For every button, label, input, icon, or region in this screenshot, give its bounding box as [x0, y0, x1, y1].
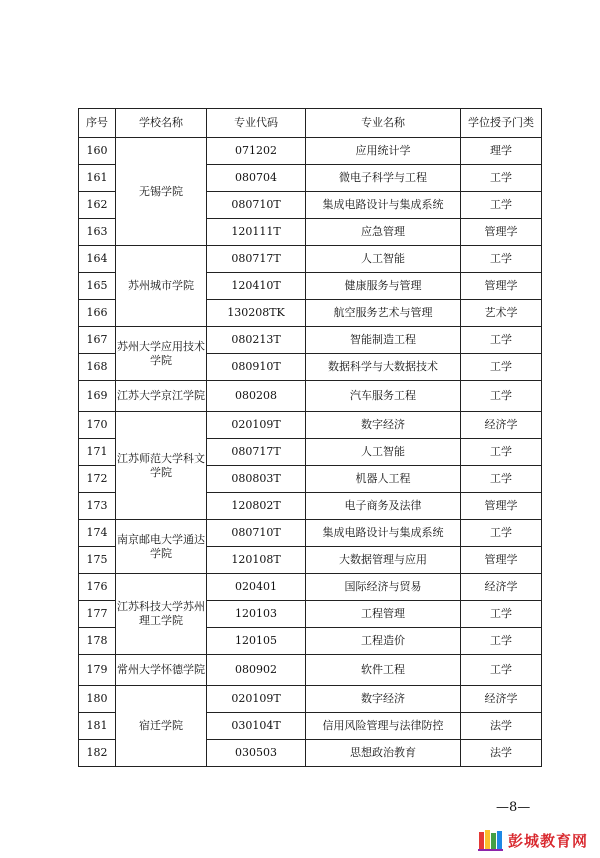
major-code: 120105	[207, 628, 306, 655]
table-row	[79, 655, 542, 686]
degree-category: 管理学	[461, 547, 542, 574]
major-name: 思想政治教育	[306, 740, 461, 767]
degree-category: 工学	[461, 246, 542, 273]
major-code: 080910T	[207, 354, 306, 381]
degree-category: 管理学	[461, 493, 542, 520]
degree-category: 工学	[461, 520, 542, 547]
row-index: 170	[79, 412, 116, 439]
major-name: 数字经济	[306, 686, 461, 713]
major-code: 120103	[207, 601, 306, 628]
table-row	[79, 327, 542, 354]
major-code: 020109T	[207, 686, 306, 713]
row-index: 165	[79, 273, 116, 300]
degree-category: 工学	[461, 327, 542, 354]
school-name-cell: 江苏师范大学科文学院	[116, 412, 207, 520]
row-index: 163	[79, 219, 116, 246]
major-name: 信用风险管理与法律防控	[306, 713, 461, 740]
major-code: 020109T	[207, 412, 306, 439]
major-name: 应急管理	[306, 219, 461, 246]
major-name: 数据科学与大数据技术	[306, 354, 461, 381]
degree-category: 工学	[461, 192, 542, 219]
row-index: 171	[79, 439, 116, 466]
row-index: 168	[79, 354, 116, 381]
degree-category: 理学	[461, 138, 542, 165]
table-row	[79, 686, 542, 713]
major-code: 071202	[207, 138, 306, 165]
major-name: 应用统计学	[306, 138, 461, 165]
school-name-cell: 常州大学怀德学院	[116, 655, 207, 686]
major-name: 集成电路设计与集成系统	[306, 192, 461, 219]
major-code: 120802T	[207, 493, 306, 520]
major-code: 120108T	[207, 547, 306, 574]
watermark-text: 彭城教育网	[508, 832, 589, 850]
major-name: 人工智能	[306, 439, 461, 466]
major-code: 120111T	[207, 219, 306, 246]
major-code: 030503	[207, 740, 306, 767]
school-name-cell: 江苏科技大学苏州理工学院	[116, 574, 207, 655]
row-index: 172	[79, 466, 116, 493]
row-index: 161	[79, 165, 116, 192]
table-header-row	[79, 109, 542, 138]
row-index: 181	[79, 713, 116, 740]
degree-category: 工学	[461, 381, 542, 412]
major-name: 软件工程	[306, 655, 461, 686]
row-index: 175	[79, 547, 116, 574]
table-row	[79, 520, 542, 547]
header-major: 专业名称	[306, 109, 461, 138]
table-row	[79, 381, 542, 412]
books-icon	[478, 828, 504, 852]
row-index: 177	[79, 601, 116, 628]
major-name: 电子商务及法律	[306, 493, 461, 520]
major-code: 130208TK	[207, 300, 306, 327]
degree-category: 工学	[461, 655, 542, 686]
row-index: 178	[79, 628, 116, 655]
degree-category: 管理学	[461, 273, 542, 300]
major-code: 120410T	[207, 273, 306, 300]
major-name: 集成电路设计与集成系统	[306, 520, 461, 547]
major-code: 080717T	[207, 246, 306, 273]
row-index: 167	[79, 327, 116, 354]
degree-category: 管理学	[461, 219, 542, 246]
row-index: 162	[79, 192, 116, 219]
major-name: 大数据管理与应用	[306, 547, 461, 574]
degree-category: 法学	[461, 740, 542, 767]
school-name-cell: 苏州城市学院	[116, 246, 207, 327]
school-name-cell: 南京邮电大学通达学院	[116, 520, 207, 574]
major-code: 080208	[207, 381, 306, 412]
major-name: 工程造价	[306, 628, 461, 655]
row-index: 182	[79, 740, 116, 767]
school-name-cell: 苏州大学应用技术学院	[116, 327, 207, 381]
major-code: 080710T	[207, 192, 306, 219]
major-name: 人工智能	[306, 246, 461, 273]
row-index: 173	[79, 493, 116, 520]
degree-category: 经济学	[461, 686, 542, 713]
degree-category: 经济学	[461, 574, 542, 601]
major-code: 080803T	[207, 466, 306, 493]
row-index: 166	[79, 300, 116, 327]
major-code: 080213T	[207, 327, 306, 354]
table-row	[79, 412, 542, 439]
major-name: 智能制造工程	[306, 327, 461, 354]
school-name-cell: 宿迁学院	[116, 686, 207, 767]
major-name: 国际经济与贸易	[306, 574, 461, 601]
watermark-logo	[478, 826, 596, 854]
major-code: 080710T	[207, 520, 306, 547]
major-code: 080704	[207, 165, 306, 192]
table-row	[79, 574, 542, 601]
major-name: 微电子科学与工程	[306, 165, 461, 192]
degree-category: 法学	[461, 713, 542, 740]
degree-category: 经济学	[461, 412, 542, 439]
degree-category: 工学	[461, 354, 542, 381]
row-index: 164	[79, 246, 116, 273]
degree-category: 艺术学	[461, 300, 542, 327]
school-name-cell: 江苏大学京江学院	[116, 381, 207, 412]
major-code: 080902	[207, 655, 306, 686]
major-name: 工程管理	[306, 601, 461, 628]
major-name: 健康服务与管理	[306, 273, 461, 300]
row-index: 176	[79, 574, 116, 601]
table-row	[79, 138, 542, 165]
header-degree: 学位授予门类	[461, 109, 542, 138]
school-name-cell: 无锡学院	[116, 138, 207, 246]
major-name: 机器人工程	[306, 466, 461, 493]
page-number: —8—	[496, 800, 531, 815]
table-row	[79, 246, 542, 273]
row-index: 169	[79, 381, 116, 412]
header-index: 序号	[79, 109, 116, 138]
degree-category: 工学	[461, 601, 542, 628]
major-code: 030104T	[207, 713, 306, 740]
row-index: 179	[79, 655, 116, 686]
row-index: 160	[79, 138, 116, 165]
row-index: 174	[79, 520, 116, 547]
major-code: 020401	[207, 574, 306, 601]
degree-category: 工学	[461, 439, 542, 466]
major-name: 汽车服务工程	[306, 381, 461, 412]
degree-category: 工学	[461, 628, 542, 655]
major-name: 数字经济	[306, 412, 461, 439]
header-code: 专业代码	[207, 109, 306, 138]
degree-category: 工学	[461, 466, 542, 493]
major-name: 航空服务艺术与管理	[306, 300, 461, 327]
majors-table	[78, 108, 542, 767]
major-code: 080717T	[207, 439, 306, 466]
header-school: 学校名称	[116, 109, 207, 138]
degree-category: 工学	[461, 165, 542, 192]
row-index: 180	[79, 686, 116, 713]
